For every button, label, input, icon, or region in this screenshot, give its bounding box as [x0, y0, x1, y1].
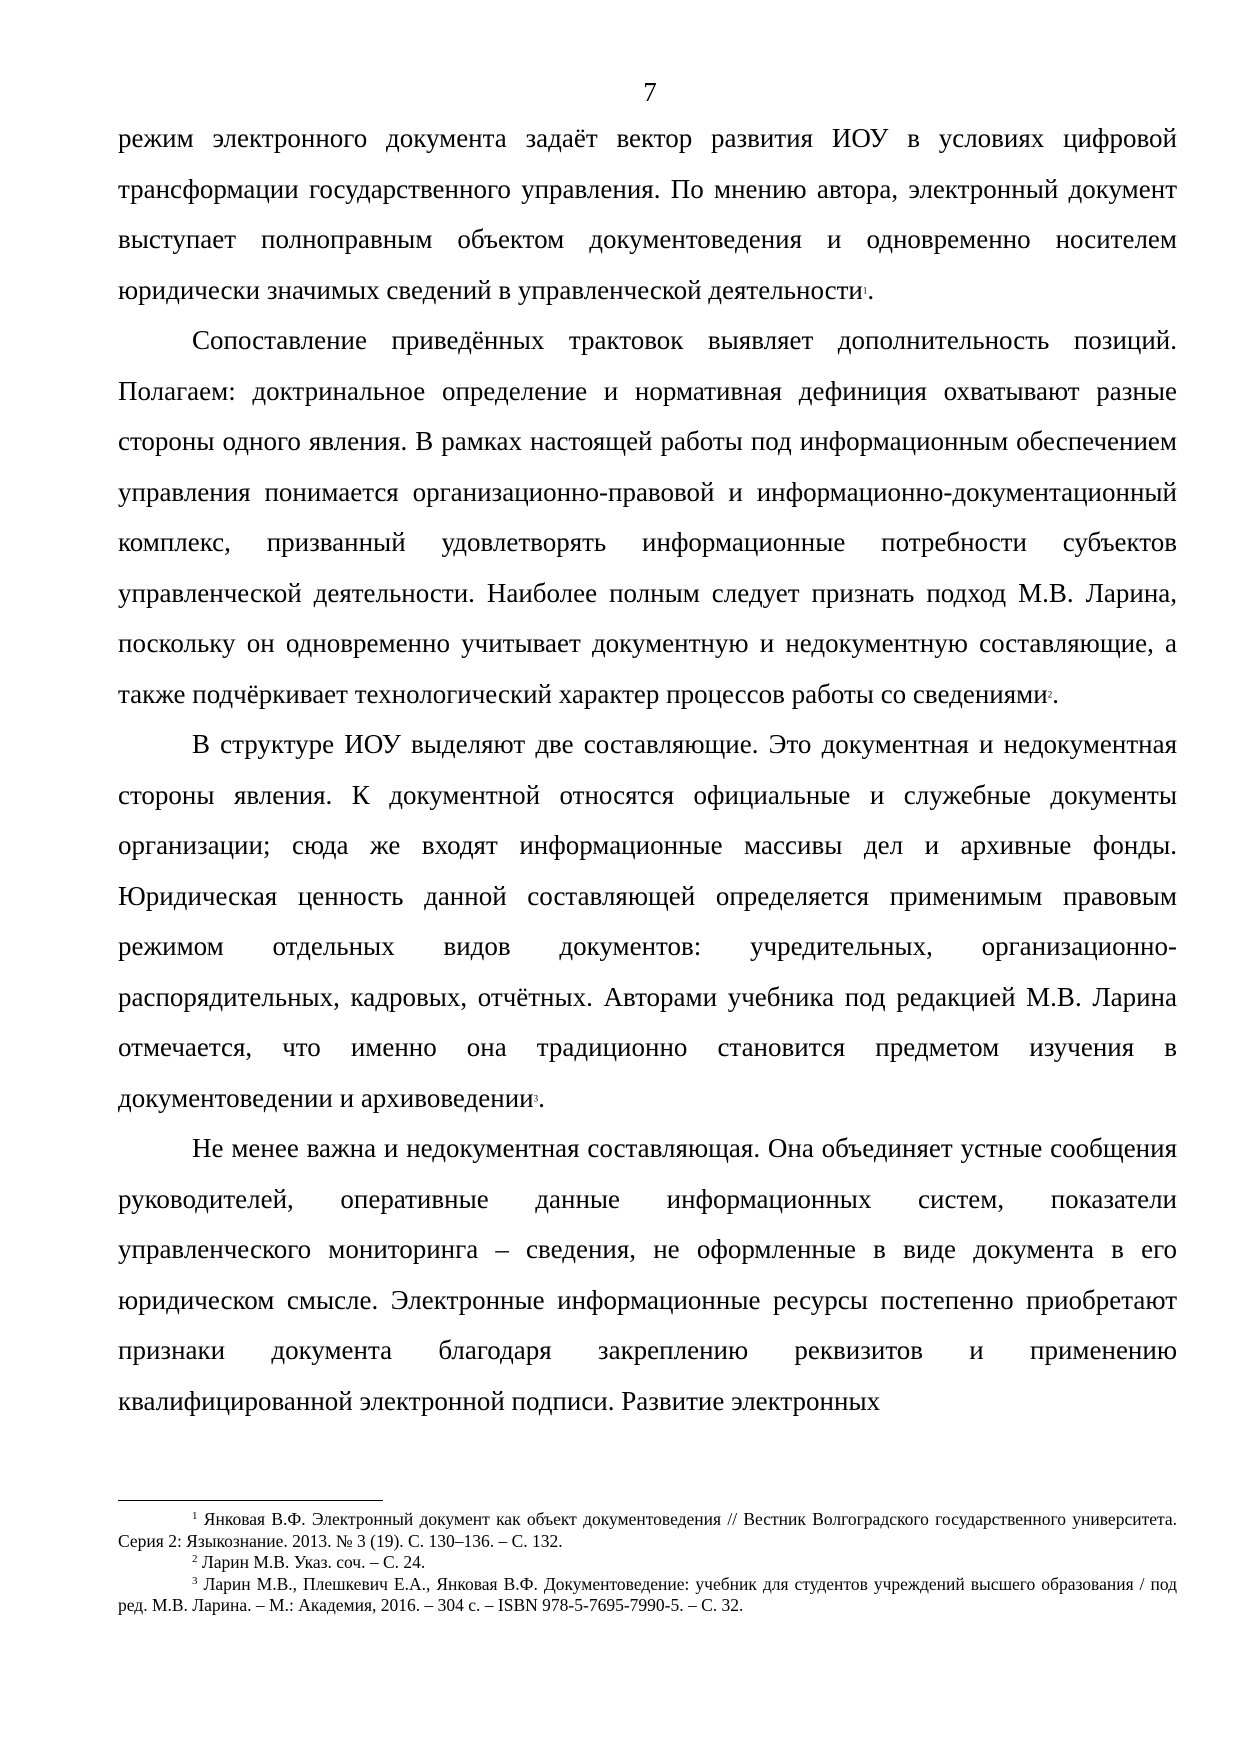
footnotes	[118, 1509, 1177, 1617]
footnote-text: Ларин М.В. Указ. соч. – С. 24.	[201, 1552, 426, 1572]
paragraph-end: .	[867, 274, 875, 305]
page-number: 7	[643, 77, 657, 107]
paragraph-end: .	[538, 1082, 545, 1113]
paragraph	[118, 719, 1177, 1123]
footnote-separator	[118, 1500, 383, 1501]
footnote-reference[interactable]: 1	[862, 285, 868, 296]
footnote-text: Ларин М.В., Плешкевич Е.А., Янковая В.Ф. Документоведение: учебник для студентов учреждений высшего образования / под ред. М.В. Ларина. – М.: Академия, 2016. – 304 с. – ISBN 978-5-7695-7990-5. – С. 32.	[118, 1573, 1178, 1615]
footnote-number: 1	[192, 1509, 198, 1522]
footnote	[118, 1509, 1177, 1552]
footnote-text: Янковая В.Ф. Электронный документ как объект документоведения // Вестник Волгоградского государственного университета. Серия 2: Языкознание. 2013. № 3 (19). С. 130–136. – С. 132.	[118, 1509, 1177, 1551]
footnote	[118, 1574, 1177, 1617]
paragraph	[118, 113, 1177, 315]
body-text	[118, 113, 1177, 1426]
paragraph-end: .	[1052, 678, 1059, 709]
paragraph	[118, 1123, 1177, 1426]
footnote-reference[interactable]: 3	[533, 1093, 539, 1104]
paragraph-text: Не менее важна и недокументная составляющая. Она объединяет устные сообщения руководителей, оперативные данные информационных систем, показатели управленческого мониторинга – сведения, не оформленные в виде документа в его юридическом смысле. Электронные информационные ресурсы постепенно приобретают признаки документа благодаря закреплению реквизитов и применению квалифицированной электронной подписи. Развитие электронных	[118, 1133, 1177, 1416]
footnote-number: 2	[192, 1552, 198, 1565]
footnote-number: 3	[192, 1574, 198, 1587]
footnote-reference[interactable]: 2	[1047, 689, 1053, 700]
paragraph	[118, 315, 1177, 719]
paragraph-text: режим электронного документа задаёт вектор развития ИОУ в условиях цифровой трансформации государственного управления. По мнению автора, электронный документ выступает полноправным объектом документоведения и одновременно носителем юридически значимых сведений в управленческой деятельности	[118, 123, 1177, 305]
footnote	[118, 1552, 1177, 1574]
paragraph-text: Сопоставление приведённых трактовок выявляет дополнительность позиций. Полагаем: доктринальное определение и нормативная дефиниция охватывают разные стороны одного явления. В рамках настоящей работы под информационным обеспечением управления понимается организационно-правовой и информационно-документационный комплекс, призванный удовлетворять информационные потребности субъектов управленческой деятельности. Наиболее полным следует признать подход М.В. Ларина, поскольку он одновременно учитывает документную и недокументную составляющие, а также подчёркивает технологический характер процессов работы со сведениями	[118, 325, 1177, 709]
paragraph-text: В структуре ИОУ выделяют две составляющие. Это документная и недокументная стороны явления. К документной относятся официальные и служебные документы организации; сюда же входят информационные массивы дел и архивные фонды. Юридическая ценность данной составляющей определяется применимым правовым режимом отдельных видов документов: учредительных, организационно-распорядительных, кадровых, отчётных. Авторами учебника под редакцией М.В. Ларина отмечается, что именно она традиционно становится предметом изучения в документоведении и архивоведении	[118, 729, 1177, 1113]
